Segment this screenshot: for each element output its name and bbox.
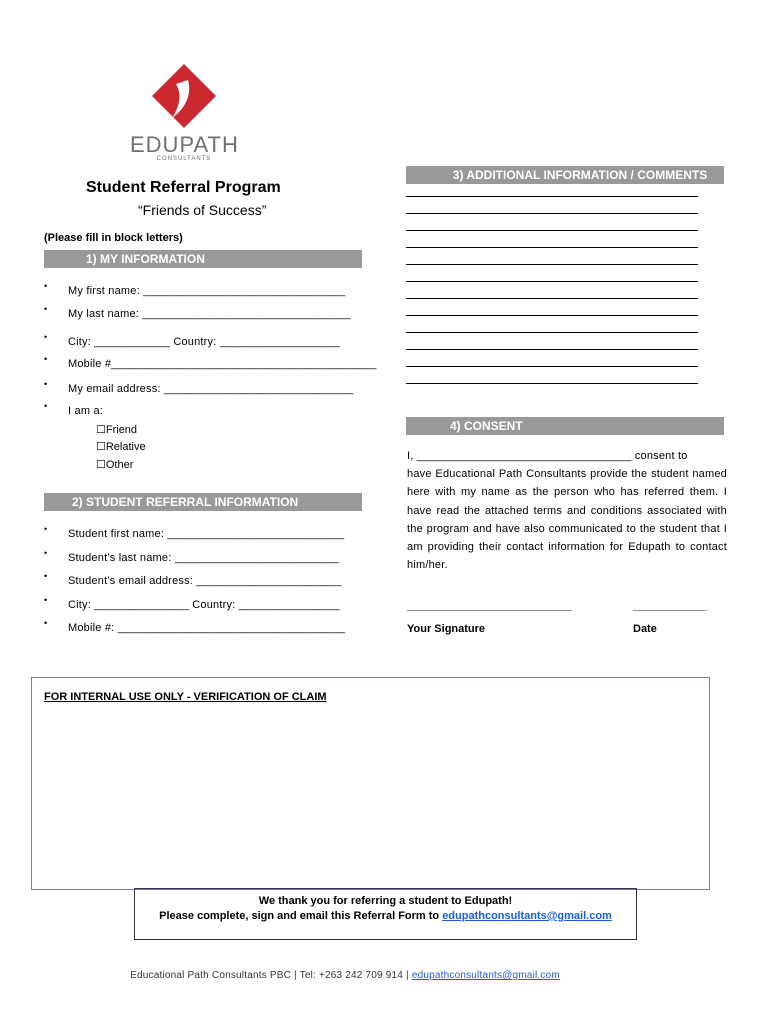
bullet: • [44, 524, 48, 534]
thanks-box [134, 888, 637, 940]
page-subtitle: “Friends of Success” [138, 202, 267, 218]
student-mobile-field[interactable]: Mobile #: ____________________________________ [68, 622, 346, 634]
comment-line [406, 316, 698, 333]
footer-text: Educational Path Consultants PBC | Tel: +263 242 709 914 | [130, 970, 412, 981]
section-4-heading: 4) CONSENT [406, 417, 724, 435]
bullet: • [44, 595, 48, 605]
student-last-name-field[interactable]: Student’s last name: __________________________ [68, 552, 339, 564]
relative-checkbox[interactable]: ☐Relative [96, 441, 146, 453]
fill-instruction: (Please fill in block letters) [44, 232, 183, 244]
bullet: • [44, 281, 48, 291]
comment-line [406, 265, 698, 282]
page-title: Student Referral Program [86, 179, 281, 196]
comment-line [406, 180, 698, 197]
edupath-logo [128, 60, 238, 168]
my-first-name-field[interactable]: My first name: ________________________________ [68, 285, 346, 297]
date-line[interactable]: ____________ [633, 600, 707, 612]
bullet: • [44, 571, 48, 581]
internal-use-box [31, 677, 710, 890]
comment-line [406, 367, 698, 384]
consent-text [407, 447, 727, 574]
comment-line [406, 333, 698, 350]
consent-body: have Educational Path Consultants provide the student named here with my name as the person who has referred them. I have read the attached terms and conditions associated with the program and have also communicated to the student that I am providing their contact information for Edupath to contact him/her. [407, 468, 727, 572]
internal-use-label: FOR INTERNAL USE ONLY - VERIFICATION OF CLAIM [44, 691, 327, 703]
comment-line [406, 231, 698, 248]
section-2-heading: 2) STUDENT REFERRAL INFORMATION [44, 493, 362, 511]
comment-line [406, 214, 698, 231]
bullet: • [44, 304, 48, 314]
bullet: • [44, 401, 48, 411]
thanks-instruction: Please complete, sign and email this Referral Form to [159, 910, 443, 922]
my-last-name-field[interactable]: My last name: _________________________________ [68, 308, 351, 320]
comment-line [406, 248, 698, 265]
i-am-a-label: I am a: [68, 405, 104, 417]
student-first-name-field[interactable]: Student first name: ____________________________ [68, 528, 345, 540]
student-city-country-field[interactable]: City: _______________ Country: ________________ [68, 599, 340, 611]
student-email-field[interactable]: Student’s email address: _______________________ [68, 575, 342, 587]
logo-subtitle: CONSULTANTS [156, 156, 212, 162]
section-3-heading: 3) ADDITIONAL INFORMATION / COMMENTS [406, 166, 724, 184]
footer [0, 970, 690, 981]
comment-line [406, 197, 698, 214]
signature-label: Your Signature [407, 623, 486, 635]
comment-line [406, 299, 698, 316]
bullet: • [44, 618, 48, 628]
my-email-field[interactable]: My email address: ______________________________ [68, 383, 354, 395]
signature-line[interactable]: ___________________________ [407, 600, 573, 612]
bullet: • [44, 332, 48, 342]
section-1-heading: 1) MY INFORMATION [44, 250, 362, 268]
bullet: • [44, 354, 48, 364]
my-city-country-field[interactable]: City: ____________ Country: ___________________ [68, 336, 340, 348]
consent-name-blank[interactable]: I, __________________________________ consent to [407, 450, 688, 462]
comment-line [406, 282, 698, 299]
date-label: Date [633, 623, 657, 635]
thanks-line-1: We thank you for referring a student to Edupath! [258, 895, 513, 907]
my-mobile-field[interactable]: Mobile #__________________________________________ [68, 358, 377, 370]
comments-area[interactable] [406, 180, 698, 384]
bullet: • [44, 379, 48, 389]
thanks-email-link[interactable]: edupathconsultants@gmail.com [442, 910, 612, 922]
friend-checkbox[interactable]: ☐Friend [96, 424, 138, 436]
logo-wordmark: EDUPATH [130, 132, 239, 157]
other-checkbox[interactable]: ☐Other [96, 459, 134, 471]
bullet: • [44, 548, 48, 558]
footer-email-link[interactable]: edupathconsultants@gmail.com [411, 970, 560, 981]
comment-line [406, 350, 698, 367]
logo-diamond-icon [128, 60, 238, 132]
thanks-line-2 [135, 909, 636, 924]
